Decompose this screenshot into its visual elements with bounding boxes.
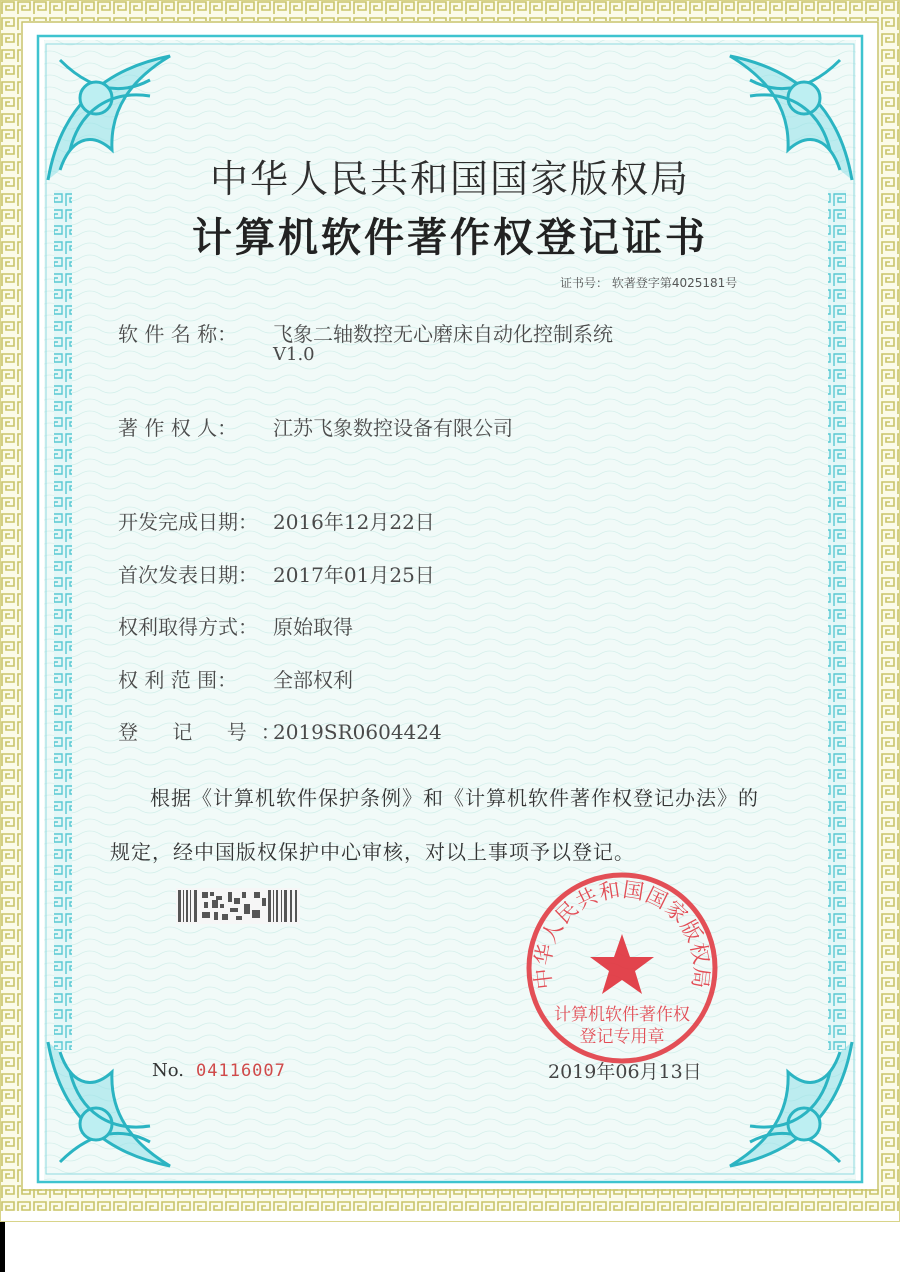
field-value: 2017年01月25日 [273, 563, 435, 587]
field-label: 登 记 号： [118, 720, 295, 744]
field-completion-date [118, 506, 435, 535]
field-registration-number [118, 716, 442, 745]
field-value: 2019SR0604424 [273, 720, 442, 744]
scan-edge-mark [0, 1222, 5, 1272]
field-label: 权利取得方式： [118, 615, 258, 639]
field-value: 飞象二轴数控无心磨床自动化控制系统 [273, 322, 613, 346]
right-teal-band [828, 190, 846, 1050]
statement-line-1: 根据《计算机软件保护条例》和《计算机软件著作权登记办法》的 [150, 786, 759, 810]
field-value: 2016年12月22日 [273, 510, 435, 534]
seal-inner-line-2: 登记专用章 [579, 1027, 665, 1047]
field-label: 软 件 名 称： [118, 322, 238, 346]
field-publication-date [118, 559, 435, 588]
software-version: V1.0 [273, 344, 315, 365]
field-label: 著 作 权 人： [118, 416, 238, 440]
field-label: 权 利 范 围： [118, 668, 238, 692]
official-seal [522, 868, 722, 1068]
field-value: 全部权利 [273, 668, 353, 692]
serial-number-label: No. [152, 1060, 184, 1081]
field-label: 开发完成日期： [118, 510, 258, 534]
seal-inner-line-1: 计算机软件著作权 [554, 1005, 690, 1025]
field-value: 原始取得 [273, 615, 353, 639]
seal-outer-text: 中华人民共和国国家版权局 [530, 877, 714, 991]
certificate-number [560, 274, 737, 291]
star-icon [590, 934, 654, 994]
issue-date: 2019年06月13日 [548, 1061, 702, 1083]
field-label: 首次发表日期： [118, 563, 258, 587]
serial-number-value: 04116007 [196, 1061, 286, 1081]
certificate-number-label: 证书号： [560, 276, 609, 290]
field-acquisition-method [118, 611, 353, 640]
field-software-name [118, 318, 613, 347]
issuer-title: 中华人民共和国国家版权局 [209, 157, 690, 201]
certificate-number-value: 软著登字第4025181号 [611, 276, 738, 290]
statement-line-2: 规定，经中国版权保护中心审核，对以上事项予以登记。 [110, 840, 635, 864]
left-teal-band [54, 190, 72, 1050]
certificate-title: 计算机软件著作权登记证书 [192, 215, 708, 261]
field-value: 江苏飞象数控设备有限公司 [273, 416, 513, 440]
barcode-icon [176, 888, 300, 924]
field-rights-scope [118, 664, 353, 693]
field-copyright-owner [118, 412, 513, 441]
